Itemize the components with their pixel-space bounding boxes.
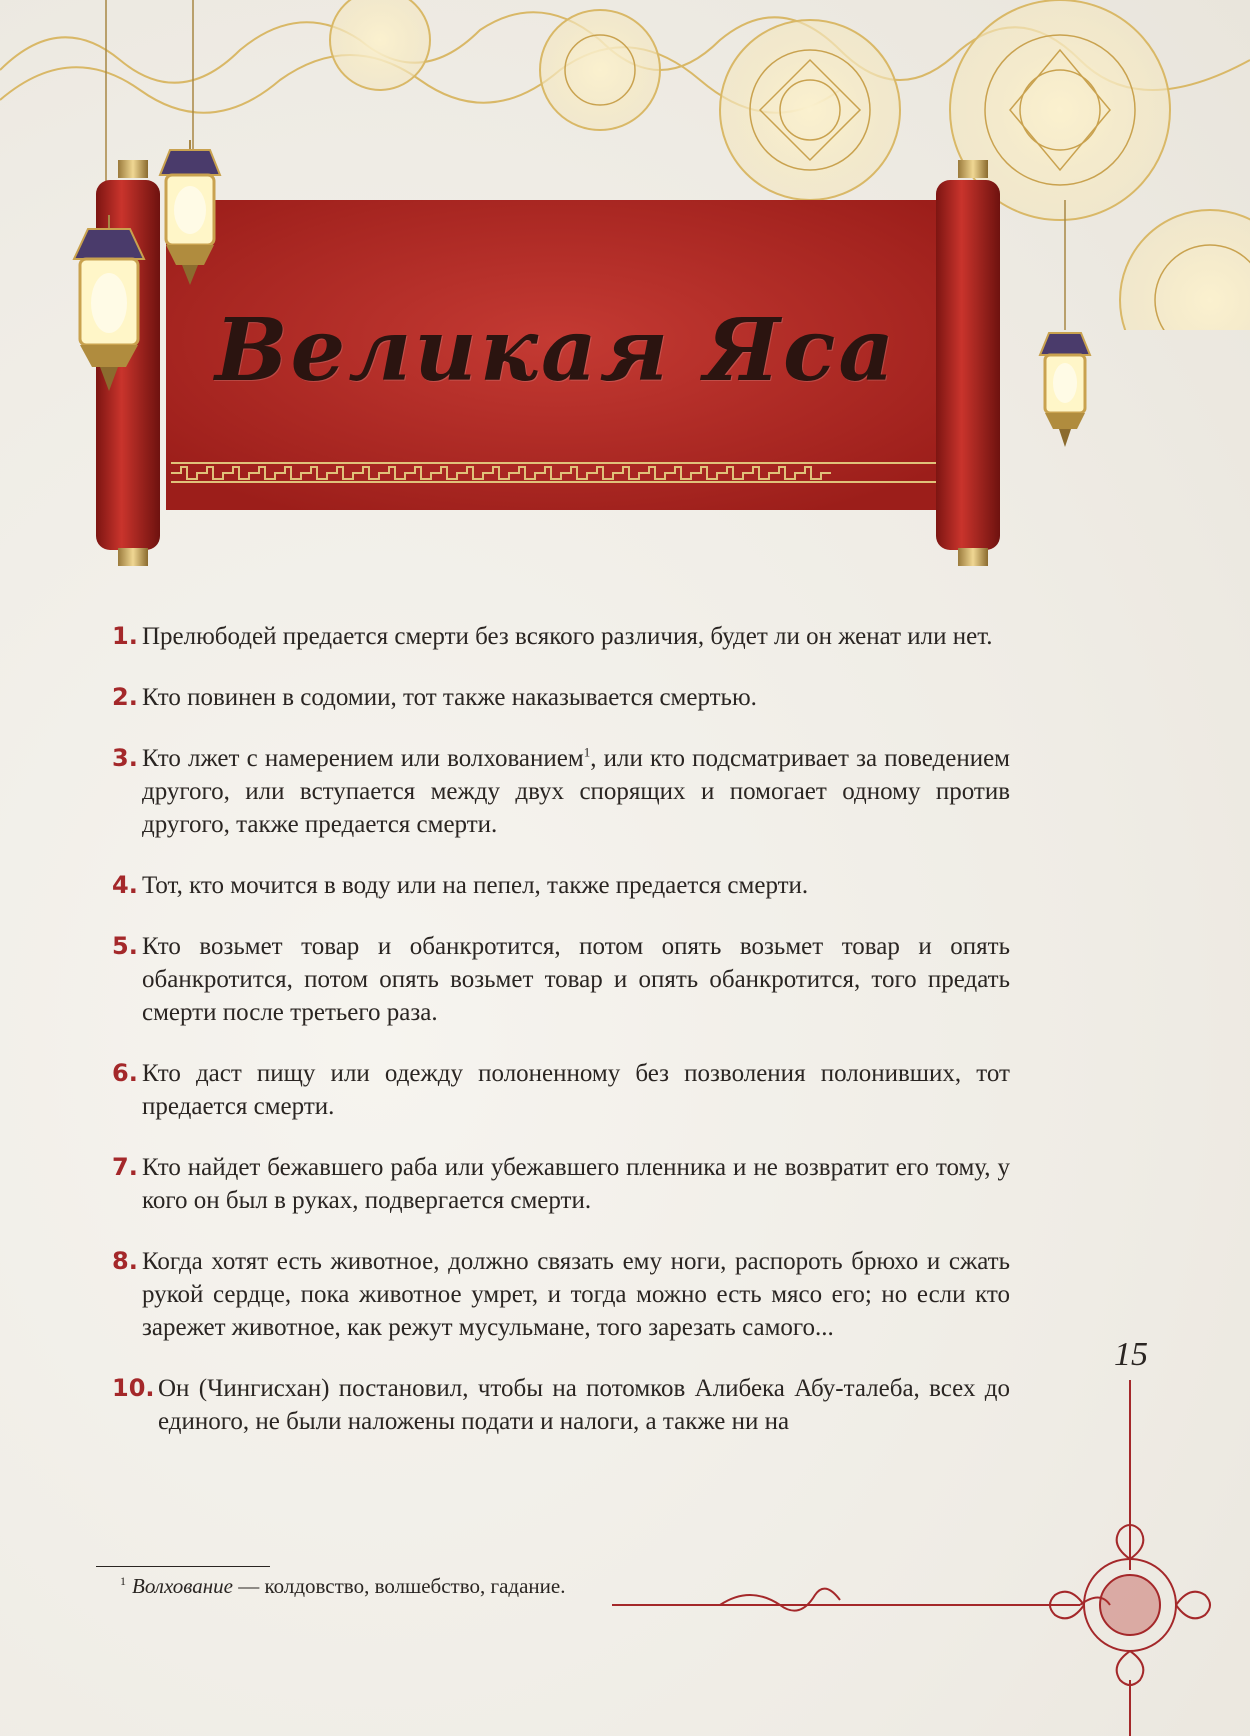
list-item [112, 869, 1010, 902]
list-item [112, 1151, 1010, 1217]
footnote-definition: — колдовство, волшебство, гадание. [232, 1574, 566, 1598]
footnote-divider [96, 1566, 270, 1567]
page-number: 15 [1114, 1336, 1148, 1373]
item-text: Тот, кто мочится в воду или на пепел, также предается смерти. [142, 872, 809, 899]
item-text: Он (Чингисхан) постановил, чтобы на потомков Алибека Абу-талеба, всех до единого, не были наложены подати и налоги, а также ни на [158, 1375, 1010, 1435]
item-text: , или кто подсматривает за поведением другого, или вступается между двух спорящих и помогает одному против другого, также предается смерти. [142, 745, 1011, 838]
list-item [112, 1245, 1010, 1344]
list-item [112, 681, 1010, 714]
item-number: 6. [112, 1059, 138, 1087]
corner-ornament [600, 1380, 1250, 1736]
list-item [112, 742, 1010, 841]
footnote-mark: 1 [120, 1574, 126, 1588]
item-number: 7. [112, 1153, 138, 1181]
item-text: Прелюбодей предается смерти без всякого различия, будет ли он женат или нет. [142, 623, 993, 650]
item-text: Кто найдет бежавшего раба или убежавшего пленника и не возвратит его тому, у кого он был в руках, подвергается смерти. [142, 1154, 1010, 1214]
item-text: Кто даст пищу или одежду полоненному без позволения полонивших, тот предается смерти. [142, 1060, 1010, 1120]
list-item [112, 620, 1010, 653]
item-text: Когда хотят есть животное, должно связать ему ноги, распороть брюхо и сжать рукой сердце, пока животное умрет, и тогда можно есть мясо его; но если кто зарежет животное, как режут мусульмане, того зарезать самого... [142, 1248, 1010, 1341]
item-number: 1. [112, 622, 138, 650]
footnote-term: Волхование [132, 1574, 233, 1598]
page-title: Великая Яса [214, 300, 898, 401]
list-item [112, 1057, 1010, 1123]
lantern-icon [150, 140, 230, 290]
list-item [112, 930, 1010, 1029]
item-text: Кто возьмет товар и обанкротится, потом опять возьмет товар и опять обанкротится, потом опять возьмет товар и опять обанкротится, того предать смерти после третьего раза. [142, 933, 1010, 1026]
item-number: 4. [112, 871, 138, 899]
item-text: Кто лжет с намерением или волхованием [142, 745, 584, 772]
lantern-icon [66, 215, 152, 395]
item-number: 2. [112, 683, 138, 711]
item-text: Кто повинен в содомии, тот также наказывается смертью. [142, 684, 757, 711]
title-scroll-banner [96, 160, 1016, 570]
law-list [112, 620, 1010, 1466]
item-number: 3. [112, 744, 138, 772]
footnote-reference[interactable]: 1 [583, 744, 591, 760]
footnote [120, 1574, 566, 1599]
item-number: 5. [112, 932, 138, 960]
item-number: 8. [112, 1247, 138, 1275]
lantern-icon [1034, 325, 1096, 455]
item-number: 10. [112, 1374, 155, 1402]
